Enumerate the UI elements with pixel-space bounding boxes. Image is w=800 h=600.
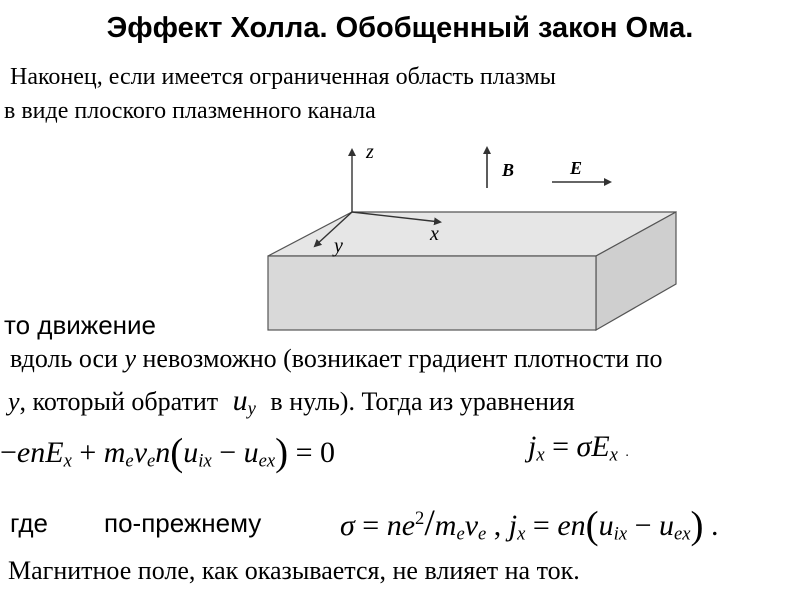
equation-current: $j_x = \sigma E_x$ . (528, 430, 629, 466)
axis-z-label: z (366, 141, 374, 163)
intro-line-2: в виде плоского плазменного канала (4, 98, 376, 124)
axis-y-variable: y (8, 387, 20, 416)
equation-conductivity: $\sigma = ne^2/m_e\nu_e$ , $j_x = en(u_{ix} - u_{ex})$ . (340, 503, 719, 548)
motion-label: то движение (4, 310, 157, 340)
axis-y-variable: y (124, 344, 136, 373)
paragraph-line-2-start: y, который обратит (8, 387, 219, 416)
paragraph-line-1: вдоль оси y невозможно (возникает градиент плотности по (10, 344, 663, 373)
field-e-label: E (570, 158, 583, 178)
equation-momentum: $-enE_x + m_e\nu_en(u_{ix} - u_{ex}) = 0$ (0, 431, 336, 474)
field-b-label: B (502, 160, 515, 180)
axis-y-label: y (334, 235, 343, 257)
channel-box (268, 212, 676, 330)
axis-x-label: x (430, 223, 439, 245)
paragraph-line-2-end: в нуль). Тогда из уравнения (270, 387, 575, 416)
velocity-uy: $u_y$ (232, 384, 256, 420)
slide-title: Эффект Холла. Обобщенный закон Ома. (106, 12, 694, 44)
paragraph-line-2 (8, 384, 575, 421)
as-before-label: по-прежнему (104, 508, 262, 538)
conclusion-text: Магнитное поле, как оказывается, не влияет на ток. (8, 556, 580, 585)
box-front-face (268, 256, 596, 330)
intro-line-1: Наконец, если имеется ограниченная область плазмы (10, 64, 556, 90)
where-label: где (10, 508, 48, 538)
